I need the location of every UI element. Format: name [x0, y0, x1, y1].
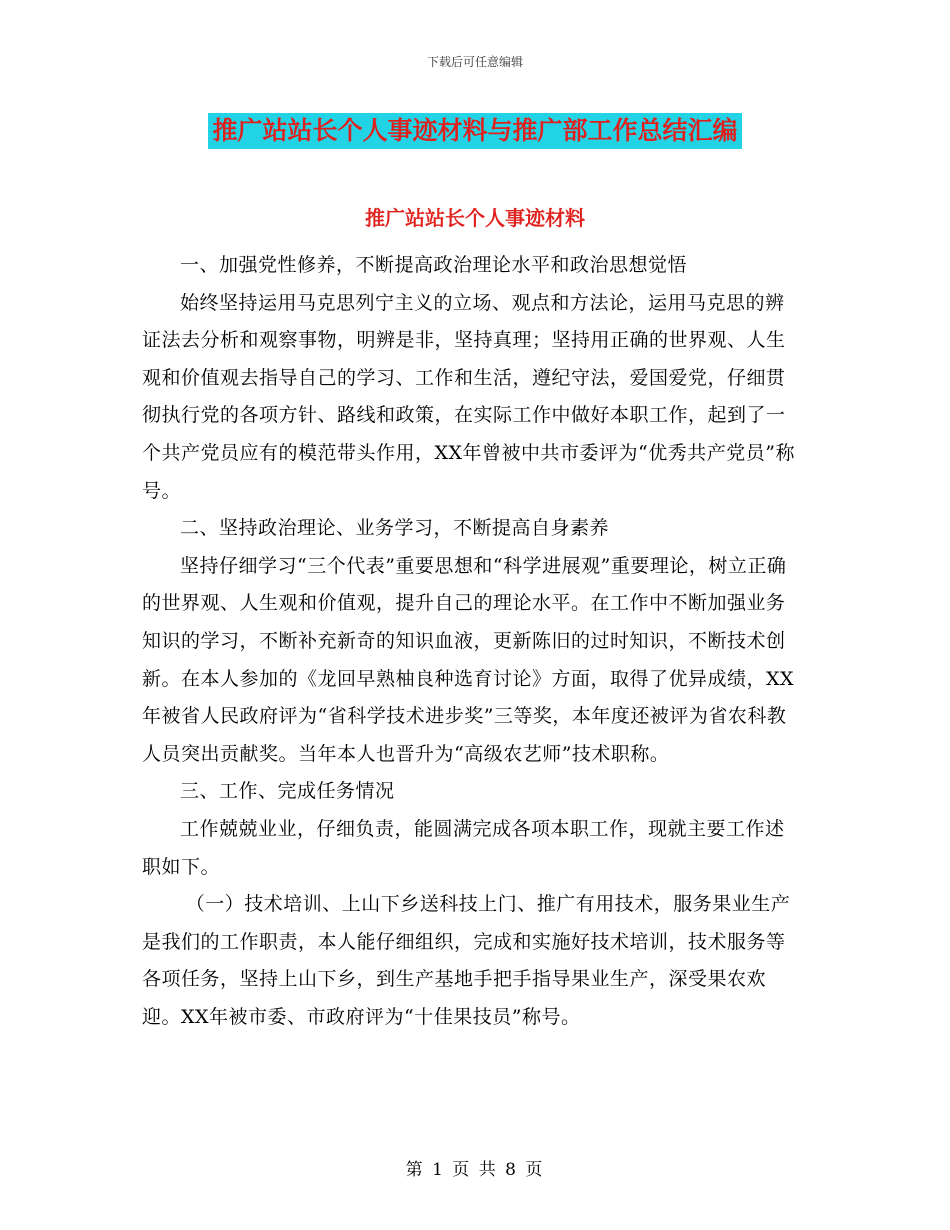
heading-2: 二、坚持政治理论、业务学习，不断提高自身素养: [180, 517, 610, 540]
paragraph-4: （一）技术培训、上山下乡送科技上门、推广有用技术，服务果业生产是我们的工作职责，本人能仔细组织，完成和实施好技术培训，技术服务等各项任务，坚持上山下乡，到生产基地手把手指导果业生产，深受果农欢迎。XX年被市委、市政府评为“十佳果技员”称号。: [142, 893, 791, 1028]
header-note: 下载后可任意编辑: [426, 55, 523, 69]
page-number-footer: 第 1 页 共 8 页: [405, 1160, 545, 1180]
document-title: 推广站站长个人事迹材料与推广部工作总结汇编: [208, 113, 741, 149]
section-title: 推广站站长个人事迹材料: [365, 206, 585, 230]
heading-1: 一、加强党性修养，不断提高政治理论水平和政治思想觉悟: [180, 254, 688, 276]
paragraph-1: 始终坚持运用马克思列宁主义的立场、观点和方法论，运用马克思的辨证法去分析和观察事物，明辨是非，坚持真理；坚持用正确的世界观、人生观和价值观去指导自己的学习、工作和生活，遵纪守法，爱国爱党，仔细贯彻执行党的各项方针、路线和政策，在实际工作中做好本职工作，起到了一个共产党员应有的模范带头作用，XX年曾被中共市委评为“优秀共产党员”称号。: [142, 291, 795, 502]
paragraph-2: 坚持仔细学习“三个代表”重要思想和“科学进展观”重要理论，树立正确的世界观、人生观和价值观，提升自己的理论水平。在工作中不断加强业务知识的学习，不断补充新奇的知识血液，更新陈旧的过时知识，不断技术创新。在本人参加的《龙回早熟柚良种选育讨论》方面，取得了优异成绩，XX年被省人民政府评为“省科学技术进步奖”三等奖，本年度还被评为省农科教人员突出贡献奖。当年本人也晋升为“高级农艺师”技术职称。: [142, 554, 795, 765]
document-title-container: [0, 113, 950, 149]
paragraph-3: 工作兢兢业业，仔细负责，能圆满完成各项本职工作，现就主要工作述职如下。: [142, 817, 785, 878]
document-body: [142, 247, 802, 1036]
heading-3: 三、工作、完成任务情况: [180, 780, 395, 803]
